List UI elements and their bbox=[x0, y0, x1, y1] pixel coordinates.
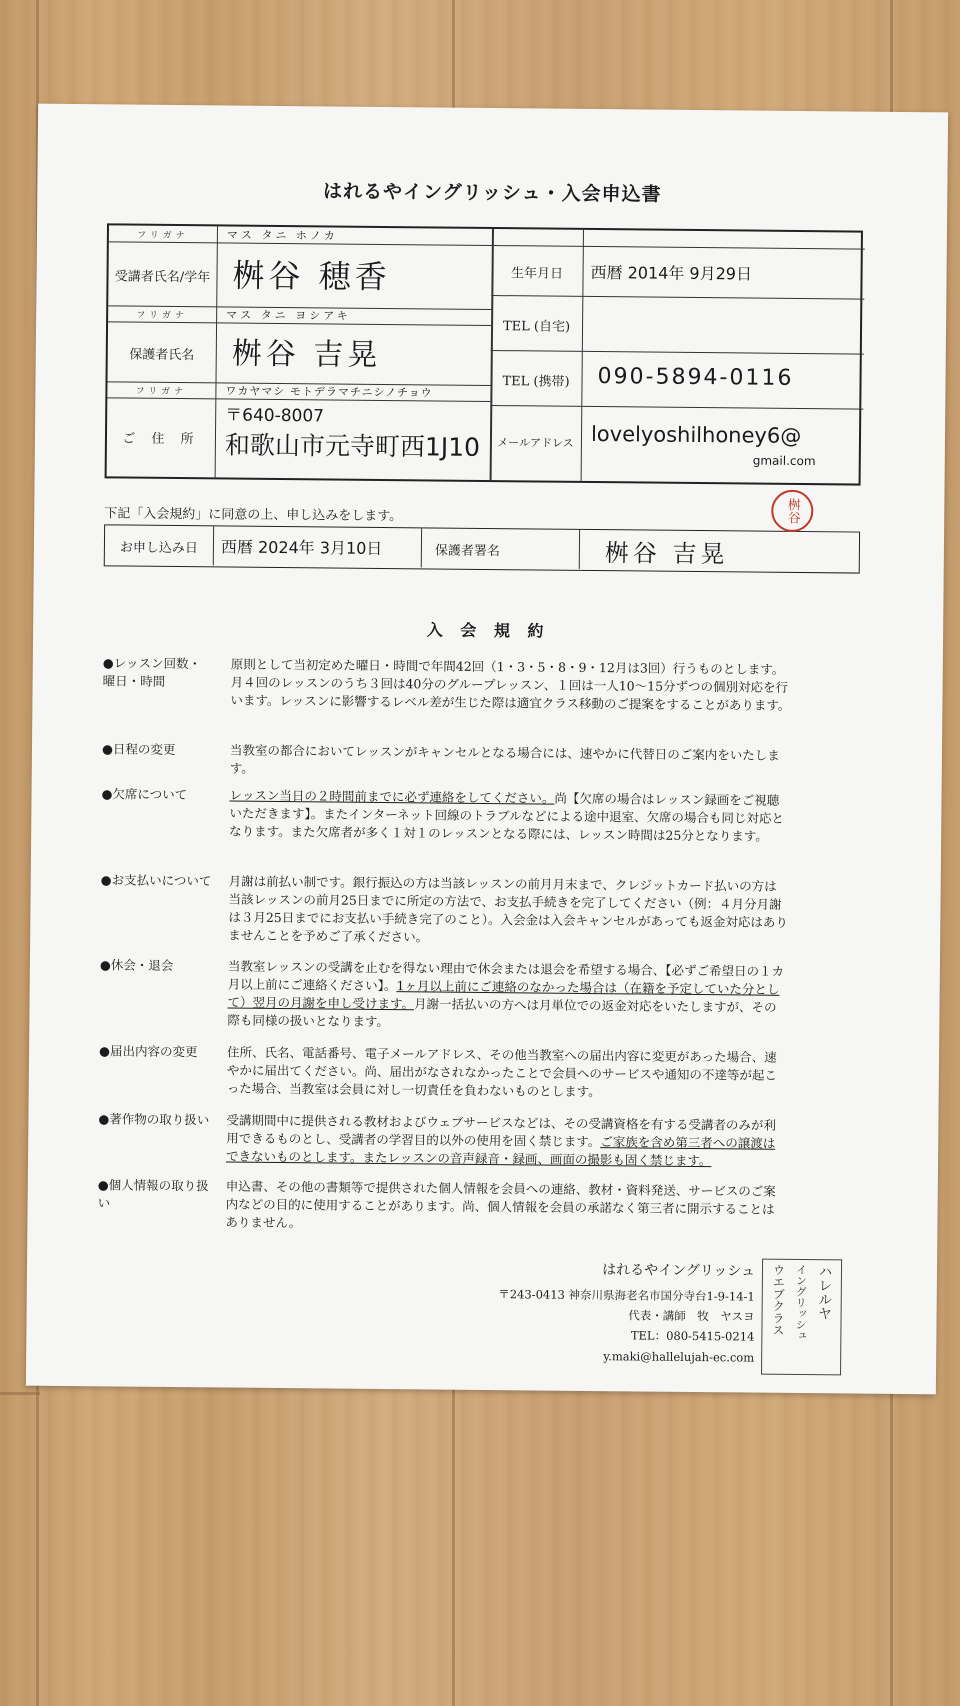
rule-heading: ●お支払いについて bbox=[100, 872, 212, 889]
rule-body: 月謝は前払い制です。銀行振込の方は当該レッスンの前月月末まで、クレジットカード払いの方は当該レッスンの前月25日までに所定の方法で、お支払手続きを完了してください（例：４月分月謝は３月25日までにお支払い手続き完了のこと）。入会金は入会キャンセルがあっても返金対応はありませんことを予めご了承ください。 bbox=[228, 873, 788, 945]
rule-heading: ●個人情報の取り扱い bbox=[97, 1177, 209, 1211]
student-name-label: 受講者氏名/学年 bbox=[114, 269, 211, 286]
table-line bbox=[491, 350, 864, 355]
address-furigana-value: ワカヤマシ モトデラマチニシノチョウ bbox=[225, 384, 433, 400]
table-line bbox=[492, 245, 865, 250]
address-value: 和歌山市元寺町西1J10 bbox=[224, 430, 481, 462]
application-form-paper bbox=[26, 104, 948, 1395]
furigana-label: フリガナ bbox=[136, 310, 188, 322]
student-furigana-value: マス タニ ホノカ bbox=[226, 228, 338, 243]
guardian-signature-label: 保護者署名 bbox=[434, 543, 500, 560]
school-address: 〒243-0413 神奈川県海老名市国分寺台1-9-14-1 bbox=[498, 1287, 755, 1304]
stamp-text: ウエブクラス bbox=[770, 1263, 786, 1336]
rule-heading: ●届出内容の変更 bbox=[99, 1043, 198, 1060]
table-line bbox=[491, 295, 864, 300]
applicant-info-table bbox=[105, 223, 863, 485]
rule-heading: ●日程の変更 bbox=[101, 741, 176, 758]
rule-body: 原則として当初定めた曜日・時間で年間42回（1・3・5・8・9・12月は3回）行うものとします。月４回のレッスンのうち３回は40分のグループレッスン、１回は一人10〜15分ずつの個別対応を行います。レッスンに影響するレベル差が生じた際は適宜クラス移動のご提案をすることがあります。 bbox=[230, 656, 791, 713]
rule-heading: ●著作物の取り扱い bbox=[98, 1111, 210, 1128]
rule-body: 当教室の都合においてレッスンがキャンセルとなる場合には、速やかに代替日のご案内をいたします。 bbox=[229, 742, 780, 776]
rule-item bbox=[99, 956, 860, 1039]
application-date-signature-table bbox=[104, 524, 860, 573]
document-title: はれるやイングリッシュ・入会申込書 bbox=[322, 180, 662, 206]
rule-body-text: 当教室レッスンの受講を止むを得ない理由で休会または退会を希望する場合、【必ずご希望日の１カ月以上前にご連絡ください】。 bbox=[227, 958, 785, 994]
email-value-line1: lovelyoshilhoney6@ bbox=[590, 421, 802, 449]
stamp-text: ハレルヤ bbox=[816, 1264, 833, 1321]
rule-body bbox=[229, 787, 789, 846]
school-name: はれるやイングリッシュ bbox=[602, 1262, 756, 1280]
rule-body-emphasis: ご家族を含め第三者への譲渡はできないものとします。またレッスンの音声録音・録画、画面の撮影も固く禁じます。 bbox=[226, 1134, 776, 1169]
agreement-statement: 下記「入会規約」に同意の上、申し込みをします。 bbox=[104, 506, 403, 525]
guardian-furigana-value: マス タニ ヨシアキ bbox=[226, 308, 351, 323]
school-stamp bbox=[761, 1259, 842, 1376]
school-representative: 代表・講師 牧 ヤスヨ bbox=[628, 1308, 755, 1324]
furigana-label: フリガナ bbox=[137, 230, 189, 242]
stamp-text: イングリッシュ bbox=[793, 1263, 808, 1342]
guardian-name-value: 桝谷 吉晃 bbox=[231, 336, 382, 373]
postal-code-value: 〒640-8007 bbox=[225, 405, 325, 427]
rule-heading: ●欠席について bbox=[101, 786, 188, 803]
rule-body: 住所、氏名、電話番号、電子メールアドレス、その他当教室への届出内容に変更があった場合、速やかに届出てください。尚、届出がなされなかったことで会員へのサービスや通知の不達等が起こった場合、当教室は会員に対し一切責任を負わないものとします。 bbox=[226, 1044, 777, 1100]
rule-body: 申込書、その他の書類等で提供された個人情報を会員への連絡、教材・資料発送、サービスのご案内などの目的に使用することがあります。尚、個人情報を会員の承諾なく第三者に開示することはありません。 bbox=[225, 1178, 776, 1231]
application-date-value: 西暦 2024年 3月10日 bbox=[220, 537, 383, 558]
table-line bbox=[421, 528, 422, 567]
rule-item bbox=[102, 654, 863, 737]
furigana-label: フリガナ bbox=[135, 386, 188, 398]
rule-body-text: 月謝一括払いの方へは月単位での返金対応をいたしますが、その際も同様の扱いとなります。 bbox=[227, 996, 777, 1030]
table-line bbox=[579, 530, 580, 569]
rule-body-text: 尚【欠席の場合はレッスン録画をご視聴いただきます】。またインターネット回線のトラブルなどによる途中退室、欠席の場合も同じ対応となります。また欠席者が多く１対１のレッスンとなる際には、レッスン時間は25分となります。 bbox=[229, 790, 785, 844]
tel-home-label: TEL (自宅) bbox=[502, 319, 571, 335]
rule-body-emphasis: レッスン当日の２時間前までに必ず連絡をしてください。 bbox=[229, 787, 555, 806]
floor-seam bbox=[0, 1392, 40, 1395]
birth-date-label: 生年月日 bbox=[510, 266, 564, 282]
rule-heading: ●休会・退会 bbox=[99, 957, 174, 973]
rules-title: 入 会 規 約 bbox=[426, 620, 550, 641]
rule-item bbox=[101, 785, 862, 868]
rule-item bbox=[102, 740, 862, 787]
rule-heading: ●レッスン回数・ 曜日・時間 bbox=[102, 655, 202, 689]
rule-body bbox=[226, 1112, 786, 1171]
rule-body bbox=[227, 958, 788, 1035]
school-email: y.maki@hallelujah-ec.com bbox=[603, 1349, 755, 1365]
application-date-label: お申し込み日 bbox=[119, 540, 198, 557]
table-line bbox=[490, 405, 863, 410]
personal-seal: 桝谷 bbox=[771, 490, 813, 532]
guardian-name-label: 保護者氏名 bbox=[129, 347, 195, 364]
school-phone: TEL：080-5415-0214 bbox=[630, 1328, 755, 1344]
email-label: メールアドレス bbox=[497, 436, 574, 450]
address-label: ご 住 所 bbox=[122, 431, 200, 448]
rule-body-emphasis: 1ヶ月以上前にご連絡のなかった場合は（在籍を予定していた分として）翌月の月謝を申し受けます。 bbox=[227, 978, 780, 1012]
email-value-line2: gmail.com bbox=[752, 453, 816, 469]
tel-mobile-label: TEL (携帯) bbox=[502, 374, 570, 390]
student-name-value: 桝谷 穂香 bbox=[232, 256, 391, 297]
table-line bbox=[213, 526, 214, 565]
rule-item bbox=[99, 1042, 860, 1107]
tel-mobile-value: 090-5894-0116 bbox=[597, 364, 794, 391]
rule-item bbox=[100, 871, 861, 954]
rule-item bbox=[97, 1176, 858, 1241]
rule-body-text: 受講期間中に提供される教材およびウェブサービスなどは、その受講資格を有する受講者のみが利用できるものとし、受講者の学習目的以外の使用を固く禁じます。 bbox=[226, 1112, 776, 1150]
birth-date-value: 西暦 2014年 9月29日 bbox=[590, 262, 753, 284]
guardian-signature-value: 桝谷 吉晃 bbox=[604, 539, 729, 569]
rule-item bbox=[98, 1110, 859, 1175]
